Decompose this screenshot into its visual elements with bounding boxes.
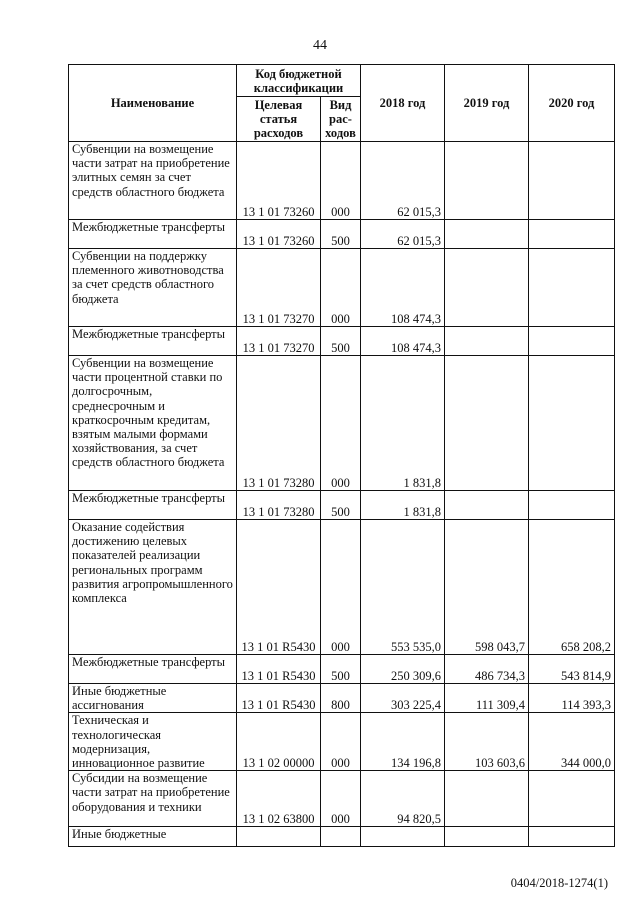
row-value-2020 [529,771,615,827]
row-name: Техническая и технологическая модернизация, инновационное развитие [69,713,237,771]
row-name: Субсидии на возмещение части затрат на приобретение оборудования и техники [69,771,237,827]
header-2020: 2020 год [529,65,615,142]
table-row [69,771,615,827]
document-code: 0404/2018-1274(1) [510,876,608,890]
row-value-2018: 303 225,4 [361,684,445,713]
row-expense-kind [321,827,361,847]
row-expense-kind: 000 [321,520,361,655]
row-value-2019: 103 603,6 [445,713,529,771]
row-value-2020 [529,491,615,520]
budget-table [68,64,615,847]
row-name: Субвенции на возмещение части процентной ставки по долгосрочным, среднесрочным и краткосрочным кредитам, взятым малыми формами хозяйствования, за счет средств областного бюджета [69,356,237,491]
header-expense-kind: Вид рас-ходов [321,97,361,142]
row-target-code: 13 1 01 73270 [237,327,321,356]
row-target-code: 13 1 01 73280 [237,356,321,491]
row-value-2020: 543 814,9 [529,655,615,684]
row-value-2018: 1 831,8 [361,356,445,491]
row-target-code [237,827,321,847]
row-expense-kind: 000 [321,771,361,827]
row-target-code: 13 1 01 73260 [237,142,321,220]
row-value-2019 [445,249,529,327]
header-2019: 2019 год [445,65,529,142]
row-name: Иные бюджетные [69,827,237,847]
table-row [69,249,615,327]
table-row [69,142,615,220]
row-value-2018 [361,827,445,847]
row-value-2020 [529,356,615,491]
row-value-2020 [529,142,615,220]
row-value-2019 [445,771,529,827]
row-name: Межбюджетные трансферты [69,655,237,684]
row-expense-kind: 000 [321,356,361,491]
table-row [69,713,615,771]
header-2018: 2018 год [361,65,445,142]
row-value-2018: 62 015,3 [361,142,445,220]
row-value-2019: 486 734,3 [445,655,529,684]
row-target-code: 13 1 02 63800 [237,771,321,827]
row-expense-kind: 500 [321,491,361,520]
header-target-article: Целевая статья расходов [237,97,321,142]
row-name: Межбюджетные трансферты [69,327,237,356]
row-value-2020 [529,327,615,356]
row-target-code: 13 1 01 73260 [237,220,321,249]
row-value-2019 [445,142,529,220]
row-target-code: 13 1 02 00000 [237,713,321,771]
row-value-2018: 134 196,8 [361,713,445,771]
row-target-code: 13 1 01 73270 [237,249,321,327]
row-value-2019: 598 043,7 [445,520,529,655]
table-row [69,327,615,356]
row-expense-kind: 800 [321,684,361,713]
table-row [69,356,615,491]
row-target-code: 13 1 01 R5430 [237,655,321,684]
table-row [69,520,615,655]
row-value-2019 [445,327,529,356]
table-row [69,491,615,520]
row-value-2020: 658 208,2 [529,520,615,655]
row-value-2018: 553 535,0 [361,520,445,655]
row-value-2020 [529,220,615,249]
row-name: Межбюджетные трансферты [69,491,237,520]
row-target-code: 13 1 01 R5430 [237,520,321,655]
row-name: Оказание содействия достижению целевых показателей реализации региональных программ развития агропромышленного комплекса [69,520,237,655]
row-value-2019 [445,827,529,847]
row-value-2020: 114 393,3 [529,684,615,713]
row-value-2020: 344 000,0 [529,713,615,771]
row-target-code: 13 1 01 R5430 [237,684,321,713]
row-value-2019 [445,356,529,491]
header-name: Наименование [69,65,237,142]
row-expense-kind: 500 [321,327,361,356]
row-value-2019 [445,491,529,520]
row-value-2018: 1 831,8 [361,491,445,520]
page-number: 44 [313,38,327,53]
header-budget-classification: Код бюджетной классификации [237,65,361,97]
table-row [69,827,615,847]
row-value-2018: 62 015,3 [361,220,445,249]
row-expense-kind: 500 [321,655,361,684]
row-expense-kind: 500 [321,220,361,249]
row-name: Субвенции на поддержку племенного животноводства за счет средств областного бюджета [69,249,237,327]
row-name: Субвенции на возмещение части затрат на приобретение элитных семян за счет средств областного бюджета [69,142,237,220]
row-expense-kind: 000 [321,249,361,327]
table-header [69,65,615,142]
row-name: Иные бюджетные ассигнования [69,684,237,713]
row-value-2018: 94 820,5 [361,771,445,827]
table-row [69,655,615,684]
row-value-2018: 250 309,6 [361,655,445,684]
table-row [69,220,615,249]
row-value-2020 [529,827,615,847]
table-row [69,684,615,713]
row-expense-kind: 000 [321,713,361,771]
row-value-2020 [529,249,615,327]
row-expense-kind: 000 [321,142,361,220]
row-name: Межбюджетные трансферты [69,220,237,249]
row-target-code: 13 1 01 73280 [237,491,321,520]
row-value-2018: 108 474,3 [361,327,445,356]
table-body [69,142,615,847]
row-value-2019: 111 309,4 [445,684,529,713]
row-value-2019 [445,220,529,249]
row-value-2018: 108 474,3 [361,249,445,327]
